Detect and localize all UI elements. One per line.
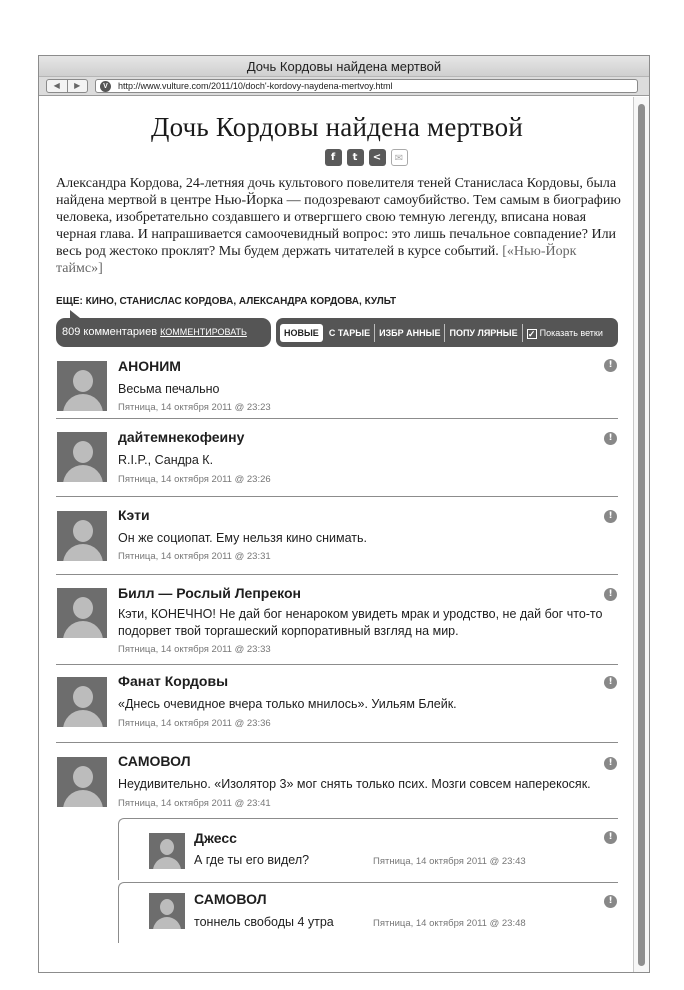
comment-author[interactable]: дайтемнекофеину bbox=[118, 429, 245, 445]
tags-label: ЕЩЕ: bbox=[56, 296, 83, 307]
avatar[interactable] bbox=[57, 432, 107, 482]
report-icon[interactable]: ! bbox=[604, 831, 617, 844]
comment-author[interactable]: АНОНИМ bbox=[118, 358, 181, 374]
comment-text: Кэти, КОНЕЧНО! Не дай бог ненароком увидеть мрак и уродство, не дай бог что-то подорвет твой торгашеский корпоративный взгляд на мир. bbox=[118, 607, 603, 638]
tab-favorites[interactable]: ИЗБР АННЫЕ bbox=[375, 324, 445, 342]
tag-kino[interactable]: КИНО bbox=[85, 296, 114, 307]
report-icon[interactable]: ! bbox=[604, 757, 617, 770]
comment-date: Пятница, 14 октября 2011 @ 23:41 bbox=[118, 798, 271, 809]
comment-date: Пятница, 14 октября 2011 @ 23:36 bbox=[118, 718, 271, 729]
reply-item bbox=[118, 818, 618, 880]
comment-author[interactable]: САМОВОЛ bbox=[118, 753, 191, 769]
comment-date: Пятница, 14 октября 2011 @ 23:23 bbox=[118, 402, 271, 413]
comments-bar bbox=[39, 317, 635, 348]
avatar[interactable] bbox=[57, 677, 107, 727]
forward-icon[interactable]: ▶ bbox=[74, 81, 81, 90]
comment-author[interactable]: Фанат Кордовы bbox=[118, 673, 229, 689]
reply-date: Пятница, 14 октября 2011 @ 23:43 bbox=[373, 856, 526, 867]
comment-date: Пятница, 14 октября 2011 @ 23:31 bbox=[118, 551, 271, 562]
comment-count-bubble bbox=[56, 318, 271, 347]
share-icon[interactable]: < bbox=[369, 149, 386, 166]
comment-text: R.I.P., Сандра К. bbox=[118, 453, 214, 467]
mail-icon[interactable]: ✉ bbox=[391, 149, 408, 166]
page-content bbox=[39, 97, 635, 972]
comment-author[interactable]: Кэти bbox=[118, 507, 150, 523]
url-text: http://www.vulture.com/2011/10/doch'-kordovy-naydena-mertvoy.html bbox=[118, 81, 393, 91]
address-bar bbox=[39, 77, 649, 96]
twitter-icon[interactable]: t bbox=[347, 149, 364, 166]
browser-window bbox=[38, 55, 650, 973]
avatar[interactable] bbox=[57, 511, 107, 561]
tab-new[interactable]: НОВЫЕ bbox=[280, 324, 323, 342]
tag-stanislas[interactable]: СТАНИСЛАС КОРДОВА bbox=[119, 296, 234, 307]
source-link[interactable]: [«Нью-Йорк таймс»] bbox=[56, 244, 577, 276]
show-branches-checkbox[interactable]: ✓ bbox=[527, 328, 536, 339]
avatar[interactable] bbox=[149, 833, 185, 869]
tag-cult[interactable]: КУЛЬТ bbox=[364, 296, 397, 307]
avatar[interactable] bbox=[149, 893, 185, 929]
tag-alexandra[interactable]: АЛЕКСАНДРА КОРДОВА bbox=[238, 296, 360, 307]
show-branches-label: Показать ветки bbox=[539, 327, 603, 338]
comment-item bbox=[56, 743, 618, 943]
facebook-icon[interactable]: f bbox=[325, 149, 342, 166]
reply-text: А где ты его видел? bbox=[194, 853, 310, 867]
comment-item bbox=[56, 497, 618, 575]
reply-date: Пятница, 14 октября 2011 @ 23:48 bbox=[373, 918, 526, 929]
report-icon[interactable]: ! bbox=[604, 510, 617, 523]
tab-popular[interactable]: ПОПУ ЛЯРНЫЕ bbox=[445, 324, 522, 342]
tags-row: ЕЩЕ: КИНО, СТАНИСЛАС КОРДОВА, АЛЕКСАНДРА КОРДОВА, КУЛЬТ bbox=[56, 296, 397, 307]
report-icon[interactable]: ! bbox=[604, 895, 617, 908]
site-favicon-icon: V bbox=[100, 81, 111, 92]
article-headline: Дочь Кордовы найдена мертвой bbox=[151, 112, 523, 142]
window-title: Дочь Кордовы найдена мертвой bbox=[39, 56, 649, 77]
reply-author[interactable]: САМОВОЛ bbox=[194, 891, 267, 907]
comment-text: Весьма печально bbox=[118, 382, 220, 396]
comment-link[interactable]: КОММЕНТИРОВАТЬ bbox=[160, 327, 247, 337]
avatar[interactable] bbox=[57, 757, 107, 807]
scrollbar-thumb[interactable] bbox=[638, 104, 645, 966]
reply-text: тоннель свободы 4 утра bbox=[194, 915, 334, 929]
comment-text: Он же социопат. Ему нельзя кино снимать. bbox=[118, 531, 367, 545]
comment-count: 809 комментариев bbox=[62, 326, 158, 338]
report-icon[interactable]: ! bbox=[604, 676, 617, 689]
lead-text: Александра Кордова, 24-летняя дочь культового повелителя теней Станисласа Кордовы, была найдена мертвой в центре Нью-Йорка — подозревают самоубийство. Тем самым в биографию человека, изобретательно создавшего и отвергшего свою темную легенду, вписана новая черная глава. И напрашивается самоочевидный вопрос: это лишь печальное совпадение? Или весь род жестоко проклят? Мы будем держать читателей в курсе событий. bbox=[56, 176, 621, 259]
reply-item bbox=[118, 882, 618, 943]
url-input[interactable] bbox=[95, 79, 638, 93]
back-icon[interactable]: ◀ bbox=[47, 80, 68, 92]
avatar[interactable] bbox=[57, 361, 107, 411]
comment-item bbox=[56, 353, 618, 419]
comment-list bbox=[39, 353, 635, 943]
nav-buttons bbox=[46, 79, 88, 93]
comment-date: Пятница, 14 октября 2011 @ 23:26 bbox=[118, 474, 271, 485]
avatar[interactable] bbox=[57, 588, 107, 638]
comment-text: «Днесь очевидное вчера только мнилось». Уильям Блейк. bbox=[118, 697, 457, 711]
reply-author[interactable]: Джесс bbox=[194, 830, 237, 846]
article-lead bbox=[56, 175, 625, 277]
comment-author[interactable]: Билл — Рослый Лепрекон bbox=[118, 585, 301, 601]
comment-item bbox=[56, 575, 618, 665]
comment-item bbox=[56, 665, 618, 743]
comment-text: Неудивительно. «Изолятор 3» мог снять только псих. Мозги совсем наперекосяк. bbox=[118, 777, 591, 791]
sort-tabs bbox=[276, 318, 618, 347]
comment-date: Пятница, 14 октября 2011 @ 23:33 bbox=[118, 644, 271, 655]
share-bar bbox=[97, 149, 635, 166]
report-icon[interactable]: ! bbox=[604, 588, 617, 601]
report-icon[interactable]: ! bbox=[604, 432, 617, 445]
report-icon[interactable]: ! bbox=[604, 359, 617, 372]
tab-old[interactable]: С ТАРЫЕ bbox=[325, 324, 375, 342]
comment-item bbox=[56, 419, 618, 497]
